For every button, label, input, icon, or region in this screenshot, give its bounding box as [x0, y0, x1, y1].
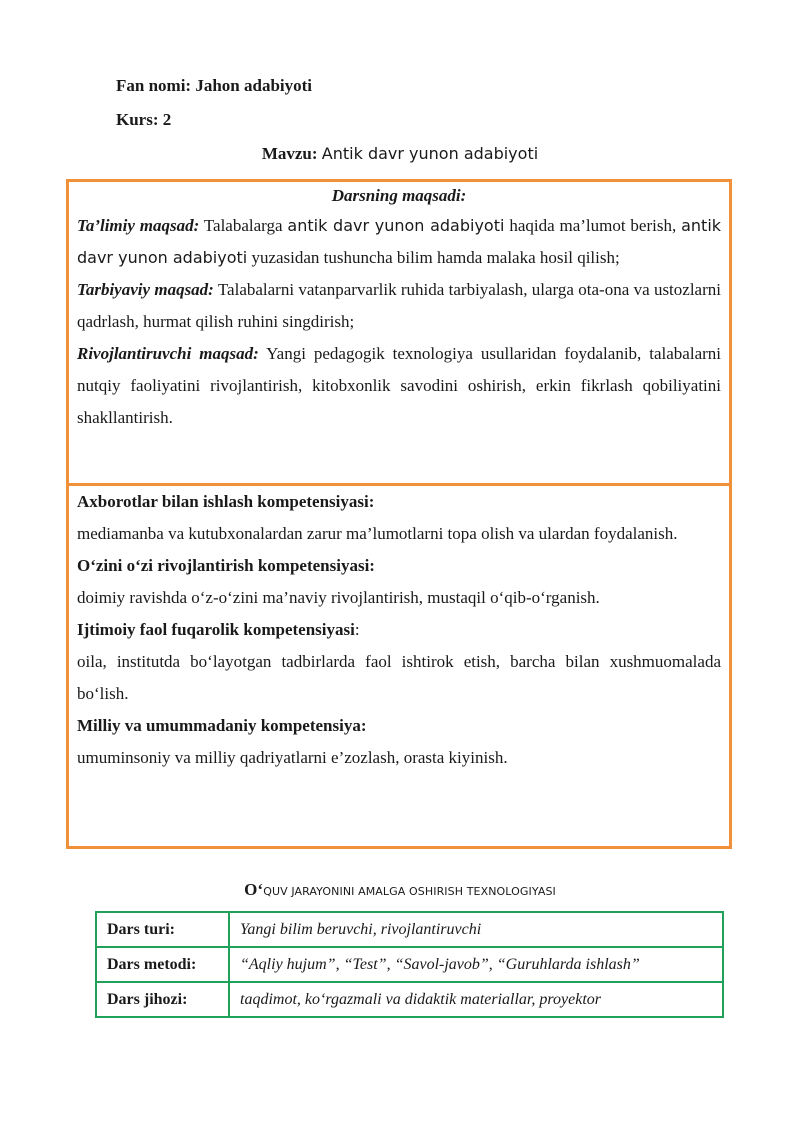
upbringing-goal-label: Tarbiyaviy maqsad:	[77, 280, 214, 299]
developmental-goal-label: Rivojlantiruvchi maqsad:	[77, 344, 259, 363]
table-value: Yangi bilim beruvchi, rivojlantiruvchi	[229, 912, 723, 947]
lesson-goals-box	[66, 179, 732, 486]
technology-title-rest: QUV JARAYONINI AMALGA OSHIRISH TEXNOLOGIYASI	[263, 885, 556, 898]
lesson-topic	[0, 144, 800, 164]
competency-title-suffix: :	[354, 620, 360, 639]
competency-title: Ijtimoiy faol fuqarolik kompetensiyasi	[77, 620, 355, 639]
educational-goal-text-1: Talabalarga	[203, 216, 283, 235]
technology-title-initial: O‘	[244, 880, 264, 899]
lesson-info-table	[95, 911, 724, 1018]
educational-goal-highlight-1: antik davr yunon adabiyoti	[287, 216, 505, 235]
competencies-box	[66, 483, 732, 849]
course-number: Kurs: 2	[116, 110, 172, 129]
table-row	[96, 947, 723, 982]
competency-text: oila, institutda bo‘layotgan tadbirlarda faol ishtirok etish, barcha bilan xushmuomalada bo‘lish.	[77, 652, 721, 703]
table-key: Dars turi:	[96, 912, 229, 947]
competency-text: doimiy ravishda o‘z-o‘zini ma’naviy rivojlantirish, mustaqil o‘qib-o‘rganish.	[77, 588, 600, 607]
table-value: taqdimot, ko‘rgazmali va didaktik materiallar, proyektor	[229, 982, 723, 1017]
competency-title-wrapper	[69, 614, 729, 646]
educational-goal-highlight-2: antik davr yunon adabiyoti	[77, 216, 722, 267]
table-row	[96, 912, 723, 947]
upbringing-goal	[69, 274, 729, 338]
developmental-goal	[69, 338, 729, 434]
competency-title: Axborotlar bilan ishlash kompetensiyasi:	[77, 492, 375, 511]
educational-goal-text-2: haqida ma’lumot berish,	[509, 216, 677, 235]
educational-goal	[69, 210, 729, 274]
topic-value: Antik davr yunon adabiyoti	[321, 144, 539, 163]
table-row	[96, 982, 723, 1017]
competency-text: umuminsoniy va milliy qadriyatlarni e’zozlash, orasta kiyinish.	[77, 748, 508, 767]
educational-goal-text-3: yuzasidan tushuncha bilim hamda malaka hosil qilish;	[251, 248, 620, 267]
developmental-goal-text: Yangi pedagogik texnologiya usullaridan foydalanib, talabalarni nutqiy faoliyatini rivojlantirish, kitobxonlik savodini oshirish, erkin fikrlash qobiliyatini shakllantirish.	[77, 344, 721, 427]
subject-name: Fan nomi: Jahon adabiyoti	[116, 76, 313, 95]
technology-title	[0, 880, 800, 900]
topic-label: Mavzu:	[261, 144, 318, 163]
competency-title: Milliy va umummadaniy kompetensiya:	[77, 716, 367, 735]
competency-text: mediamanba va kutubxonalardan zarur ma’lumotlarni topa olish va ulardan foydalanish.	[77, 524, 678, 543]
upbringing-goal-text: Talabalarni vatanparvarlik ruhida tarbiyalash, ularga ota-ona va ustozlarni qadrlash, hurmat qilish ruhini singdirish;	[77, 280, 721, 331]
table-key: Dars metodi:	[96, 947, 229, 982]
educational-goal-label: Ta’limiy maqsad:	[77, 216, 200, 235]
table-value: “Aqliy hujum”, “Test”, “Savol-javob”, “Guruhlarda ishlash”	[229, 947, 723, 982]
table-key: Dars jihozi:	[96, 982, 229, 1017]
competency-title: O‘zini o‘zi rivojlantirish kompetensiyasi:	[77, 556, 375, 575]
goals-title: Darsning maqsadi:	[331, 186, 467, 205]
